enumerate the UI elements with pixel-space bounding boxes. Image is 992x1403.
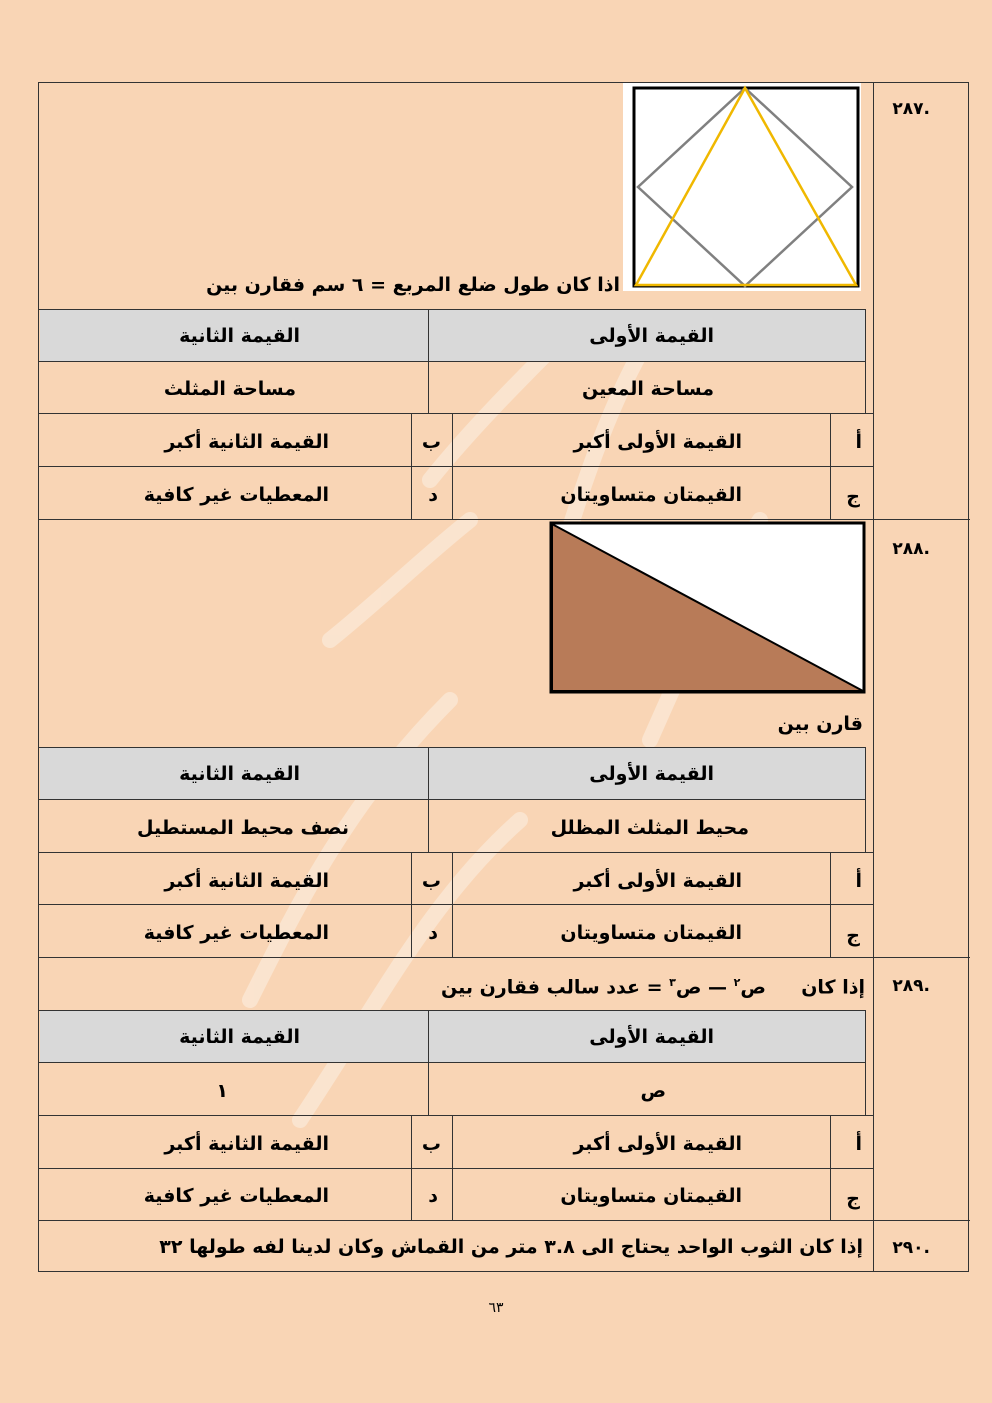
second-value: نصف محيط المستطيل <box>137 817 349 839</box>
option-letter[interactable]: ب <box>421 1133 441 1155</box>
option-text[interactable]: المعطيات غير كافية <box>143 1185 329 1207</box>
option-letter[interactable]: أ <box>855 870 862 892</box>
table-header-row <box>40 748 865 799</box>
question-prompt: اذا كان طول ضلع المربع = ٦ سم فقارن بين <box>206 274 620 296</box>
question-prompt: إذا كان الثوب الواحد يحتاج الى ٣.٨ متر من القماش وكان لدينا لفه طولها ٣٢ <box>159 1236 863 1258</box>
rectangle-figure <box>549 521 867 695</box>
page-frame <box>38 82 969 1272</box>
question-number: .٢٨٩ <box>892 976 930 996</box>
second-value-header: القيمة الثانية <box>179 1026 300 1048</box>
first-value: ص <box>640 1080 666 1102</box>
option-text[interactable]: القيمة الثانية أكبر <box>164 870 329 892</box>
square-figure <box>623 83 861 291</box>
option-text[interactable]: المعطيات غير كافية <box>143 922 329 944</box>
option-letter[interactable]: د <box>428 922 438 944</box>
first-value-header: القيمة الأولى <box>589 1026 714 1048</box>
option-letter[interactable]: ج <box>846 925 860 947</box>
option-text[interactable]: المعطيات غير كافية <box>143 484 329 506</box>
option-text[interactable]: القيمتان متساويتان <box>560 922 742 944</box>
second-value: مساحة المثلث <box>163 378 296 400</box>
option-text[interactable]: القيمة الثانية أكبر <box>164 1133 329 1155</box>
option-letter[interactable]: ج <box>846 1188 860 1210</box>
option-text[interactable]: القيمة الأولى أكبر <box>573 431 742 453</box>
option-text[interactable]: القيمتان متساويتان <box>560 484 742 506</box>
question-number: .٢٨٧ <box>892 99 930 119</box>
option-letter[interactable]: ج <box>846 486 860 508</box>
second-value: ١ <box>216 1080 228 1102</box>
option-letter[interactable]: ب <box>421 431 441 453</box>
option-letter[interactable]: ب <box>421 870 441 892</box>
first-value: مساحة المعين <box>581 378 714 400</box>
option-text[interactable]: القيمة الثانية أكبر <box>164 431 329 453</box>
option-text[interactable]: القيمتان متساويتان <box>560 1185 742 1207</box>
option-letter[interactable]: أ <box>855 431 862 453</box>
second-value-header: القيمة الثانية <box>179 763 300 785</box>
question-prompt: قارن بين <box>777 713 863 735</box>
question-prompt: إذا كان ص$^٢$ — ص$^٣$ = عدد سالب فقارن بين <box>440 976 865 999</box>
option-text[interactable]: القيمة الأولى أكبر <box>573 1133 742 1155</box>
option-letter[interactable]: أ <box>855 1133 862 1155</box>
question-number: .٢٩٠ <box>892 1238 930 1258</box>
table-header-row <box>40 1011 865 1062</box>
second-value-header: القيمة الثانية <box>179 325 300 347</box>
first-value-header: القيمة الأولى <box>589 325 714 347</box>
table-header-row <box>40 310 865 361</box>
option-text[interactable]: القيمة الأولى أكبر <box>573 870 742 892</box>
option-letter[interactable]: د <box>428 1185 438 1207</box>
first-value: محيط المثلث المظلل <box>550 817 749 839</box>
question-number: .٢٨٨ <box>892 539 930 559</box>
first-value-header: القيمة الأولى <box>589 763 714 785</box>
option-letter[interactable]: د <box>428 484 438 506</box>
page-number: ٦٣ <box>488 1300 504 1316</box>
